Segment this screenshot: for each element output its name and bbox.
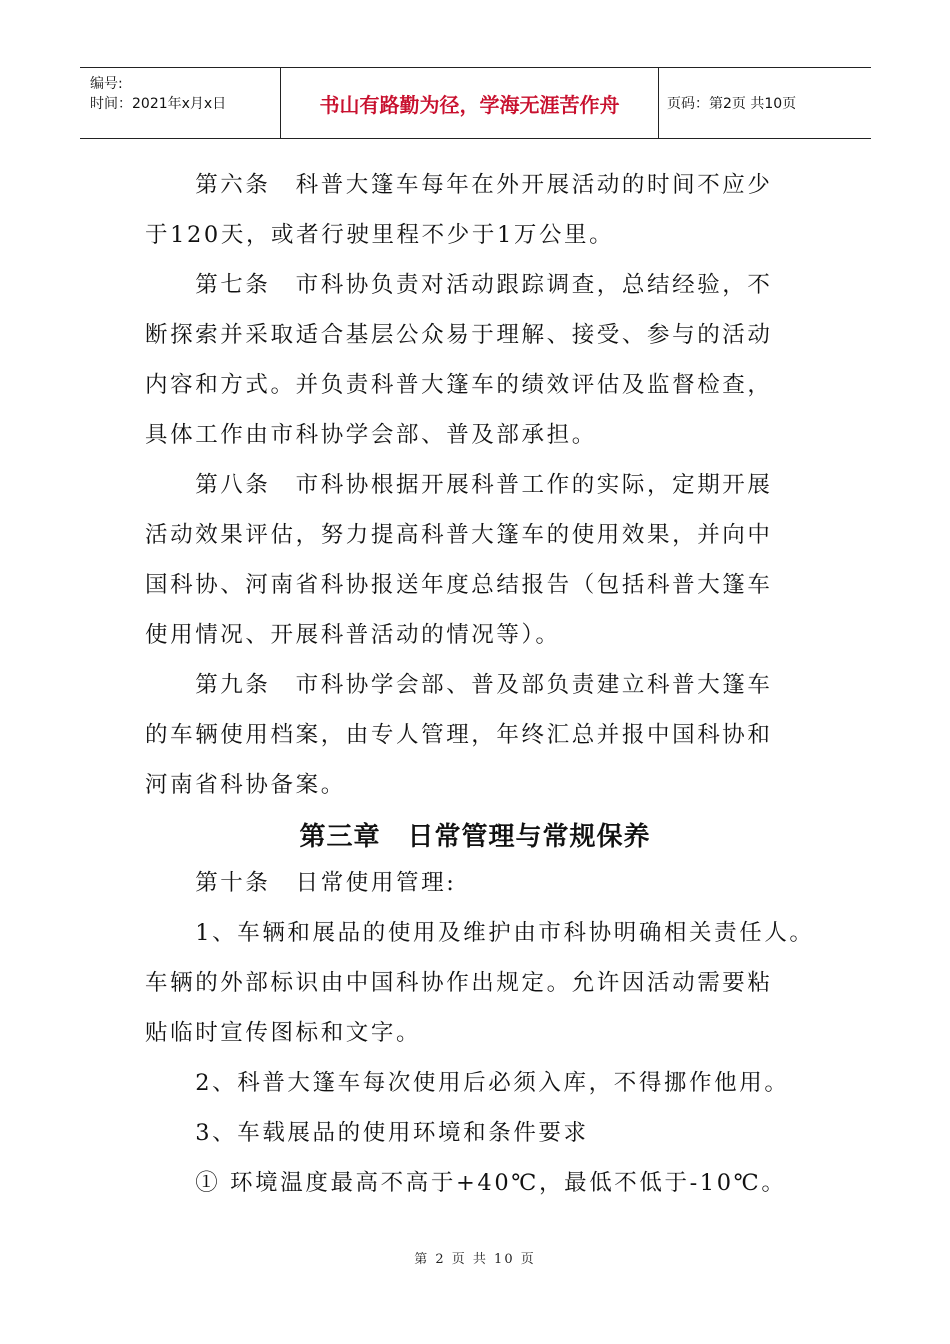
text-line: 河南省科协备案。 — [145, 772, 346, 798]
page-footer: 第 2 页 共 10 页 — [414, 1252, 536, 1267]
time-label: 时间：2021年x月x日 — [90, 96, 227, 112]
text-line: 第六条 科普大篷车每年在外开展活动的时间不应少 — [145, 172, 773, 198]
text-line: 2、科普大篷车每次使用后必须入库，不得挪作他用。 — [145, 1070, 790, 1096]
page-info: 页码：第2页 共10页 — [667, 96, 797, 112]
number-label: 编号: — [90, 76, 123, 92]
header-table — [80, 67, 871, 139]
text-line: ① 环境温度最高不高于+40℃，最低不低于-10℃。 — [145, 1170, 787, 1196]
header-meta-cell — [80, 68, 281, 138]
text-line: 3、车载展品的使用环境和条件要求 — [145, 1120, 589, 1146]
text-line: 国科协、河南省科协报送年度总结报告（包括科普大篷车 — [145, 572, 773, 598]
text-line: 第七条 市科协负责对活动跟踪调查，总结经验，不 — [145, 272, 773, 298]
text-line: 车辆的外部标识由中国科协作出规定。允许因活动需要粘 — [145, 970, 773, 996]
chapter-heading: 第三章 日常管理与常规保养 — [299, 822, 651, 852]
text-line: 使用情况、开展科普活动的情况等）。 — [145, 622, 561, 648]
text-line: 第九条 市科协学会部、普及部负责建立科普大篷车 — [145, 672, 773, 698]
text-line: 断探索并采取适合基层公众易于理解、接受、参与的活动 — [145, 322, 773, 348]
text-line: 的车辆使用档案，由专人管理，年终汇总并报中国科协和 — [145, 722, 773, 748]
text-line: 活动效果评估，努力提高科普大篷车的使用效果，并向中 — [145, 522, 773, 548]
text-line: 具体工作由市科协学会部、普及部承担。 — [145, 422, 597, 448]
text-line: 第十条 日常使用管理: — [145, 870, 457, 896]
text-line: 内容和方式。并负责科普大篷车的绩效评估及监督检查， — [145, 372, 773, 398]
text-line: 第八条 市科协根据开展科普工作的实际，定期开展 — [145, 472, 773, 498]
text-line: 贴临时宣传图标和文字。 — [145, 1020, 422, 1046]
text-line: 1、车辆和展品的使用及维护由市科协明确相关责任人。 — [145, 920, 815, 946]
motto-text: 书山有路勤为径，学海无涯苦作舟 — [319, 92, 620, 117]
text-line: 于120天，或者行驶里程不少于1万公里。 — [145, 222, 615, 248]
header-page-cell — [659, 68, 871, 138]
header-motto-cell — [281, 68, 659, 138]
